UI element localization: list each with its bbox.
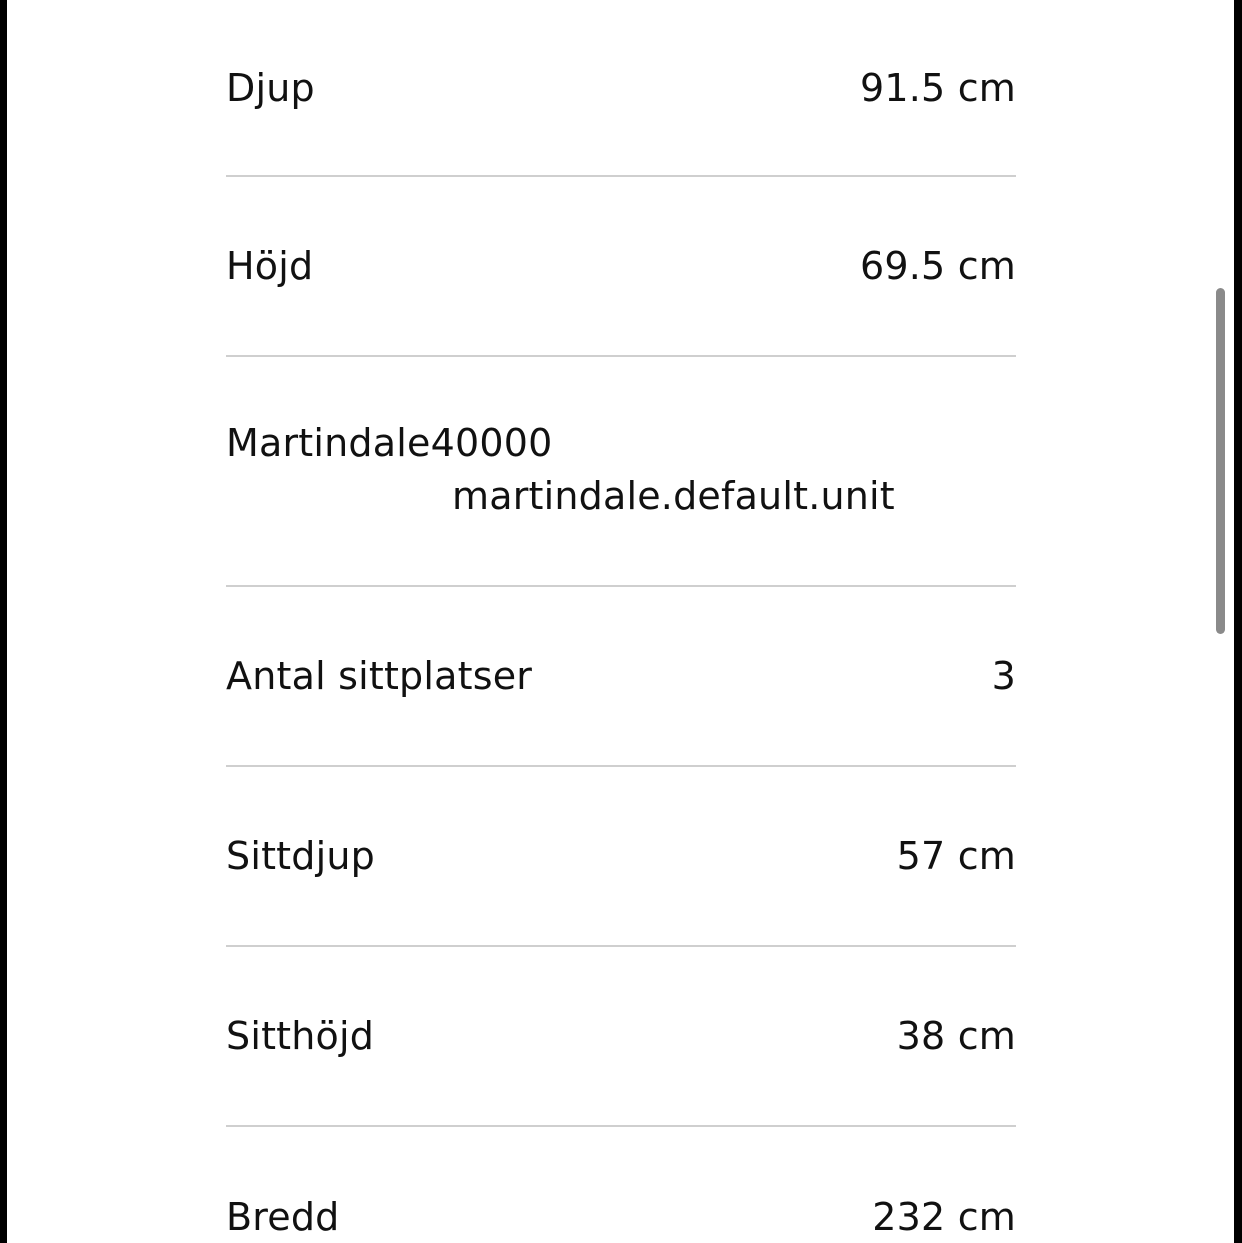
spec-row-martindale bbox=[226, 357, 1016, 587]
spec-label: Martindale40000 bbox=[226, 421, 553, 465]
product-specs-panel bbox=[7, 0, 1234, 1243]
spec-row-sitthojd bbox=[226, 947, 1016, 1127]
spec-row-antal-sittplatser bbox=[226, 587, 1016, 767]
spec-label: Höjd bbox=[226, 244, 314, 288]
spec-label: Antal sittplatser bbox=[226, 654, 533, 698]
spec-value: martindale.default.unit bbox=[452, 474, 895, 518]
spec-value: 69.5 cm bbox=[860, 244, 1016, 288]
spec-label: Sitthöjd bbox=[226, 1014, 375, 1058]
spec-label: Sittdjup bbox=[226, 834, 375, 878]
scrollbar-thumb[interactable] bbox=[1216, 288, 1225, 634]
spec-value: 3 bbox=[991, 654, 1016, 698]
spec-row-sittdjup bbox=[226, 767, 1016, 947]
spec-label: Bredd bbox=[226, 1195, 340, 1239]
spec-row-hojd bbox=[226, 177, 1016, 357]
spec-value: 91.5 cm bbox=[860, 65, 1016, 110]
spec-value: 232 cm bbox=[872, 1195, 1016, 1239]
spec-label: Djup bbox=[226, 65, 315, 110]
spec-row-bredd bbox=[226, 1127, 1016, 1243]
spec-value: 38 cm bbox=[896, 1014, 1016, 1058]
specs-list bbox=[226, 0, 1016, 1243]
spec-value: 57 cm bbox=[896, 834, 1016, 878]
spec-row-djup bbox=[226, 0, 1016, 177]
